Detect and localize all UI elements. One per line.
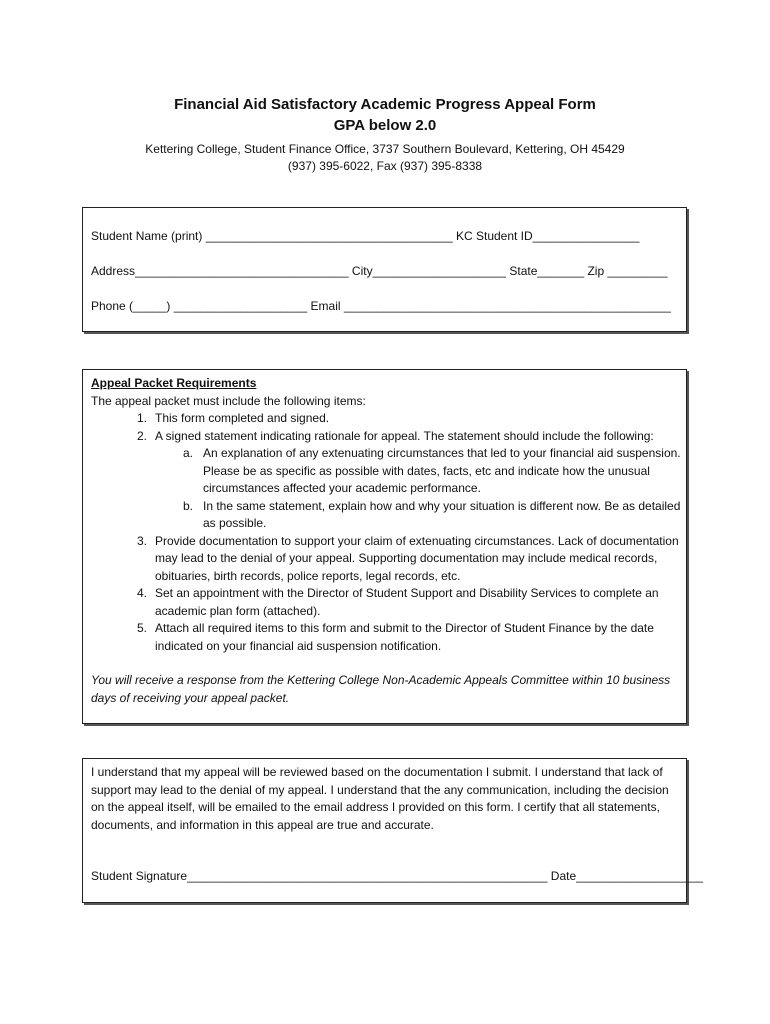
certification-box [82,758,703,903]
list-number: 2. [137,428,148,443]
requirements-box [82,369,687,724]
form-title: Financial Aid Satisfactory Academic Progress Appeal Form [174,96,596,113]
list-text: In the same statement, explain how and why your situation is different now. Be as detailed as possible. [203,498,681,530]
list-number: 3. [137,533,148,548]
list-text: An explanation of any extenuating circumstances that led to your financial aid suspension. Please be as specific as possible with dates, facts, etc and indicate how the unusual circumstances affected your academic performance. [203,446,681,495]
list-item [91,620,683,655]
list-text: Attach all required items to this form and submit to the Director of Student Finance by the date indicated on your financial aid suspension notification. [155,621,654,653]
requirements-heading: Appeal Packet Requirements [91,376,257,390]
phone-email-line[interactable]: Phone (_____) ____________________ Email _________________________________________________ [91,299,671,313]
office-phone: (937) 395-6022, Fax (937) 395-8338 [287,159,483,173]
requirements-intro: The appeal packet must include the following items: [91,393,366,408]
list-number: 4. [137,586,148,600]
list-item [91,445,683,498]
signature-date-line[interactable]: Student Signature______________________________________________________ Date___________________ [91,869,703,883]
requirements-content [91,375,683,707]
list-item [91,428,683,446]
list-number: a. [183,446,194,460]
certification-text: I understand that my appeal will be reviewed based on the documentation I submit. I understand that lack of support may lead to the denial of my appeal. I understand that the any communication, including the decision on the appeal itself, will be emailed to the email address I provided on this form. I certify that all statements, documents, and information in this appeal are true and accurate. [91,765,669,832]
office-address: Kettering College, Student Finance Office, 3737 Southern Boulevard, Kettering, OH 45429 [145,142,625,156]
address-line[interactable]: Address________________________________ City____________________ State_______ Zip _________ [91,264,668,278]
list-item [91,410,683,428]
list-text: This form completed and signed. [155,411,330,425]
response-note: You will receive a response from the Kettering College Non-Academic Appeals Committee within 10 business days of receiving your appeal packet. [91,673,671,705]
list-text: A signed statement indicating rationale for appeal. The statement should include the following: [155,428,654,443]
form-subtitle: GPA below 2.0 [333,117,437,134]
student-info-box [82,207,687,332]
list-text: Provide documentation to support your claim of extenuating circumstances. Lack of documentation may lead to the denial of your appeal. Supporting documentation may include medical records, obituaries, birth records, police reports, legal records, etc. [155,533,679,583]
list-number: 1. [137,411,148,425]
list-item [91,533,683,586]
list-item [91,498,683,533]
list-number: 5. [137,621,148,635]
form-header [0,94,770,175]
list-text: Set an appointment with the Director of Student Support and Disability Services to complete an academic plan form (attached). [155,586,659,618]
list-number: b. [183,498,194,513]
list-item [91,585,683,620]
student-name-id-line[interactable]: Student Name (print) _____________________________________ KC Student ID________________ [91,229,640,243]
